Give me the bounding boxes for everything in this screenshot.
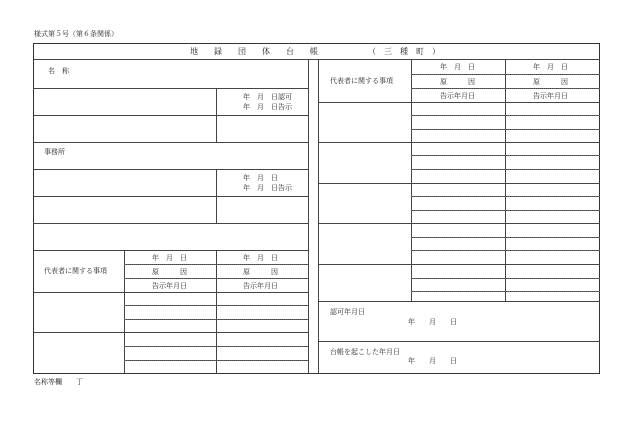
- left-rep-ymd-1: 年 月 日: [152, 254, 187, 262]
- right-reason-2: 原 因: [533, 78, 568, 86]
- left-h7: [33, 250, 308, 251]
- left-rep-v2: [216, 250, 217, 374]
- approval-ymd: 年 月 日: [408, 318, 457, 326]
- right-h2: [318, 142, 600, 143]
- left-rep-dot-1: [124, 264, 308, 265]
- right-h4: [318, 223, 600, 224]
- ledger-date-label: 台帳を起こした年月日: [330, 348, 400, 356]
- right-dot-10: [411, 250, 600, 251]
- left-h5: [33, 196, 308, 197]
- ledger-frame: [33, 43, 600, 374]
- right-h1: [318, 102, 600, 103]
- right-h6: [318, 301, 600, 302]
- right-ymd-1: 年 月 日: [440, 63, 475, 71]
- right-dot-6: [411, 169, 600, 170]
- center-rule-left: [308, 59, 309, 374]
- right-dot-4: [411, 129, 600, 130]
- ledger-title: 地 録 団 体 台 帳: [190, 47, 318, 56]
- left-h2: [33, 115, 308, 116]
- form-number: 様式第５号（第６条関係）: [34, 30, 118, 38]
- left-rep-reason-2: 原 因: [243, 268, 278, 276]
- approval-label: 認可年月日: [330, 308, 365, 316]
- right-dot-9: [411, 237, 600, 238]
- right-dot-12: [411, 291, 600, 292]
- name-field-note: 名称等欄 丁: [34, 378, 83, 386]
- left-rep-dot-3: [124, 305, 308, 306]
- left-rep-notice-2: 告示年月日: [243, 282, 278, 290]
- left-rep-h1: [33, 292, 308, 293]
- left-rep-ymd-2: 年 月 日: [243, 254, 278, 262]
- center-rule-right: [318, 59, 319, 374]
- right-dot-2: [411, 88, 600, 89]
- office-date-label: 年 月 日: [243, 174, 278, 182]
- right-h5: [318, 264, 600, 265]
- left-rep-dot-4: [124, 319, 308, 320]
- title-divider: [33, 59, 600, 60]
- right-dot-8: [411, 210, 600, 211]
- right-dot-3: [411, 115, 600, 116]
- right-reason-1: 原 因: [440, 78, 475, 86]
- left-h1: [33, 88, 308, 89]
- right-notice-1: 告示年月日: [440, 92, 475, 100]
- office-notice-label: 年 月 日告示: [243, 184, 292, 192]
- office-label: 事務所: [44, 148, 65, 156]
- ledger-ymd: 年 月 日: [408, 357, 457, 365]
- right-dot-1: [411, 74, 600, 75]
- left-rep-dot-2: [124, 278, 308, 279]
- right-h3: [318, 183, 600, 184]
- left-rep-reason-1: 原 因: [152, 268, 187, 276]
- left-rep-h2: [33, 332, 308, 333]
- right-ymd-2: 年 月 日: [533, 63, 568, 71]
- left-h6: [33, 223, 308, 224]
- left-rep-v1: [124, 250, 125, 374]
- name-label: 名 称: [48, 67, 69, 75]
- left-rep-notice-1: 告示年月日: [152, 282, 187, 290]
- left-rep-dot-6: [124, 360, 308, 361]
- right-h7: [318, 341, 600, 342]
- approval-date-label: 年 月 日認可: [243, 93, 292, 101]
- right-dot-5: [411, 155, 600, 156]
- left-h4: [33, 169, 308, 170]
- right-rep-label: 代表者に関する事項: [330, 77, 393, 85]
- ledger-area: （ 三 種 町 ）: [368, 47, 440, 56]
- right-dot-11: [411, 278, 600, 279]
- right-dot-7: [411, 196, 600, 197]
- left-rep-label: 代表者に関する事項: [44, 267, 107, 275]
- left-h3: [33, 142, 308, 143]
- notice-date-label: 年 月 日告示: [243, 103, 292, 111]
- left-rep-dot-5: [124, 346, 308, 347]
- right-notice-2: 告示年月日: [533, 92, 568, 100]
